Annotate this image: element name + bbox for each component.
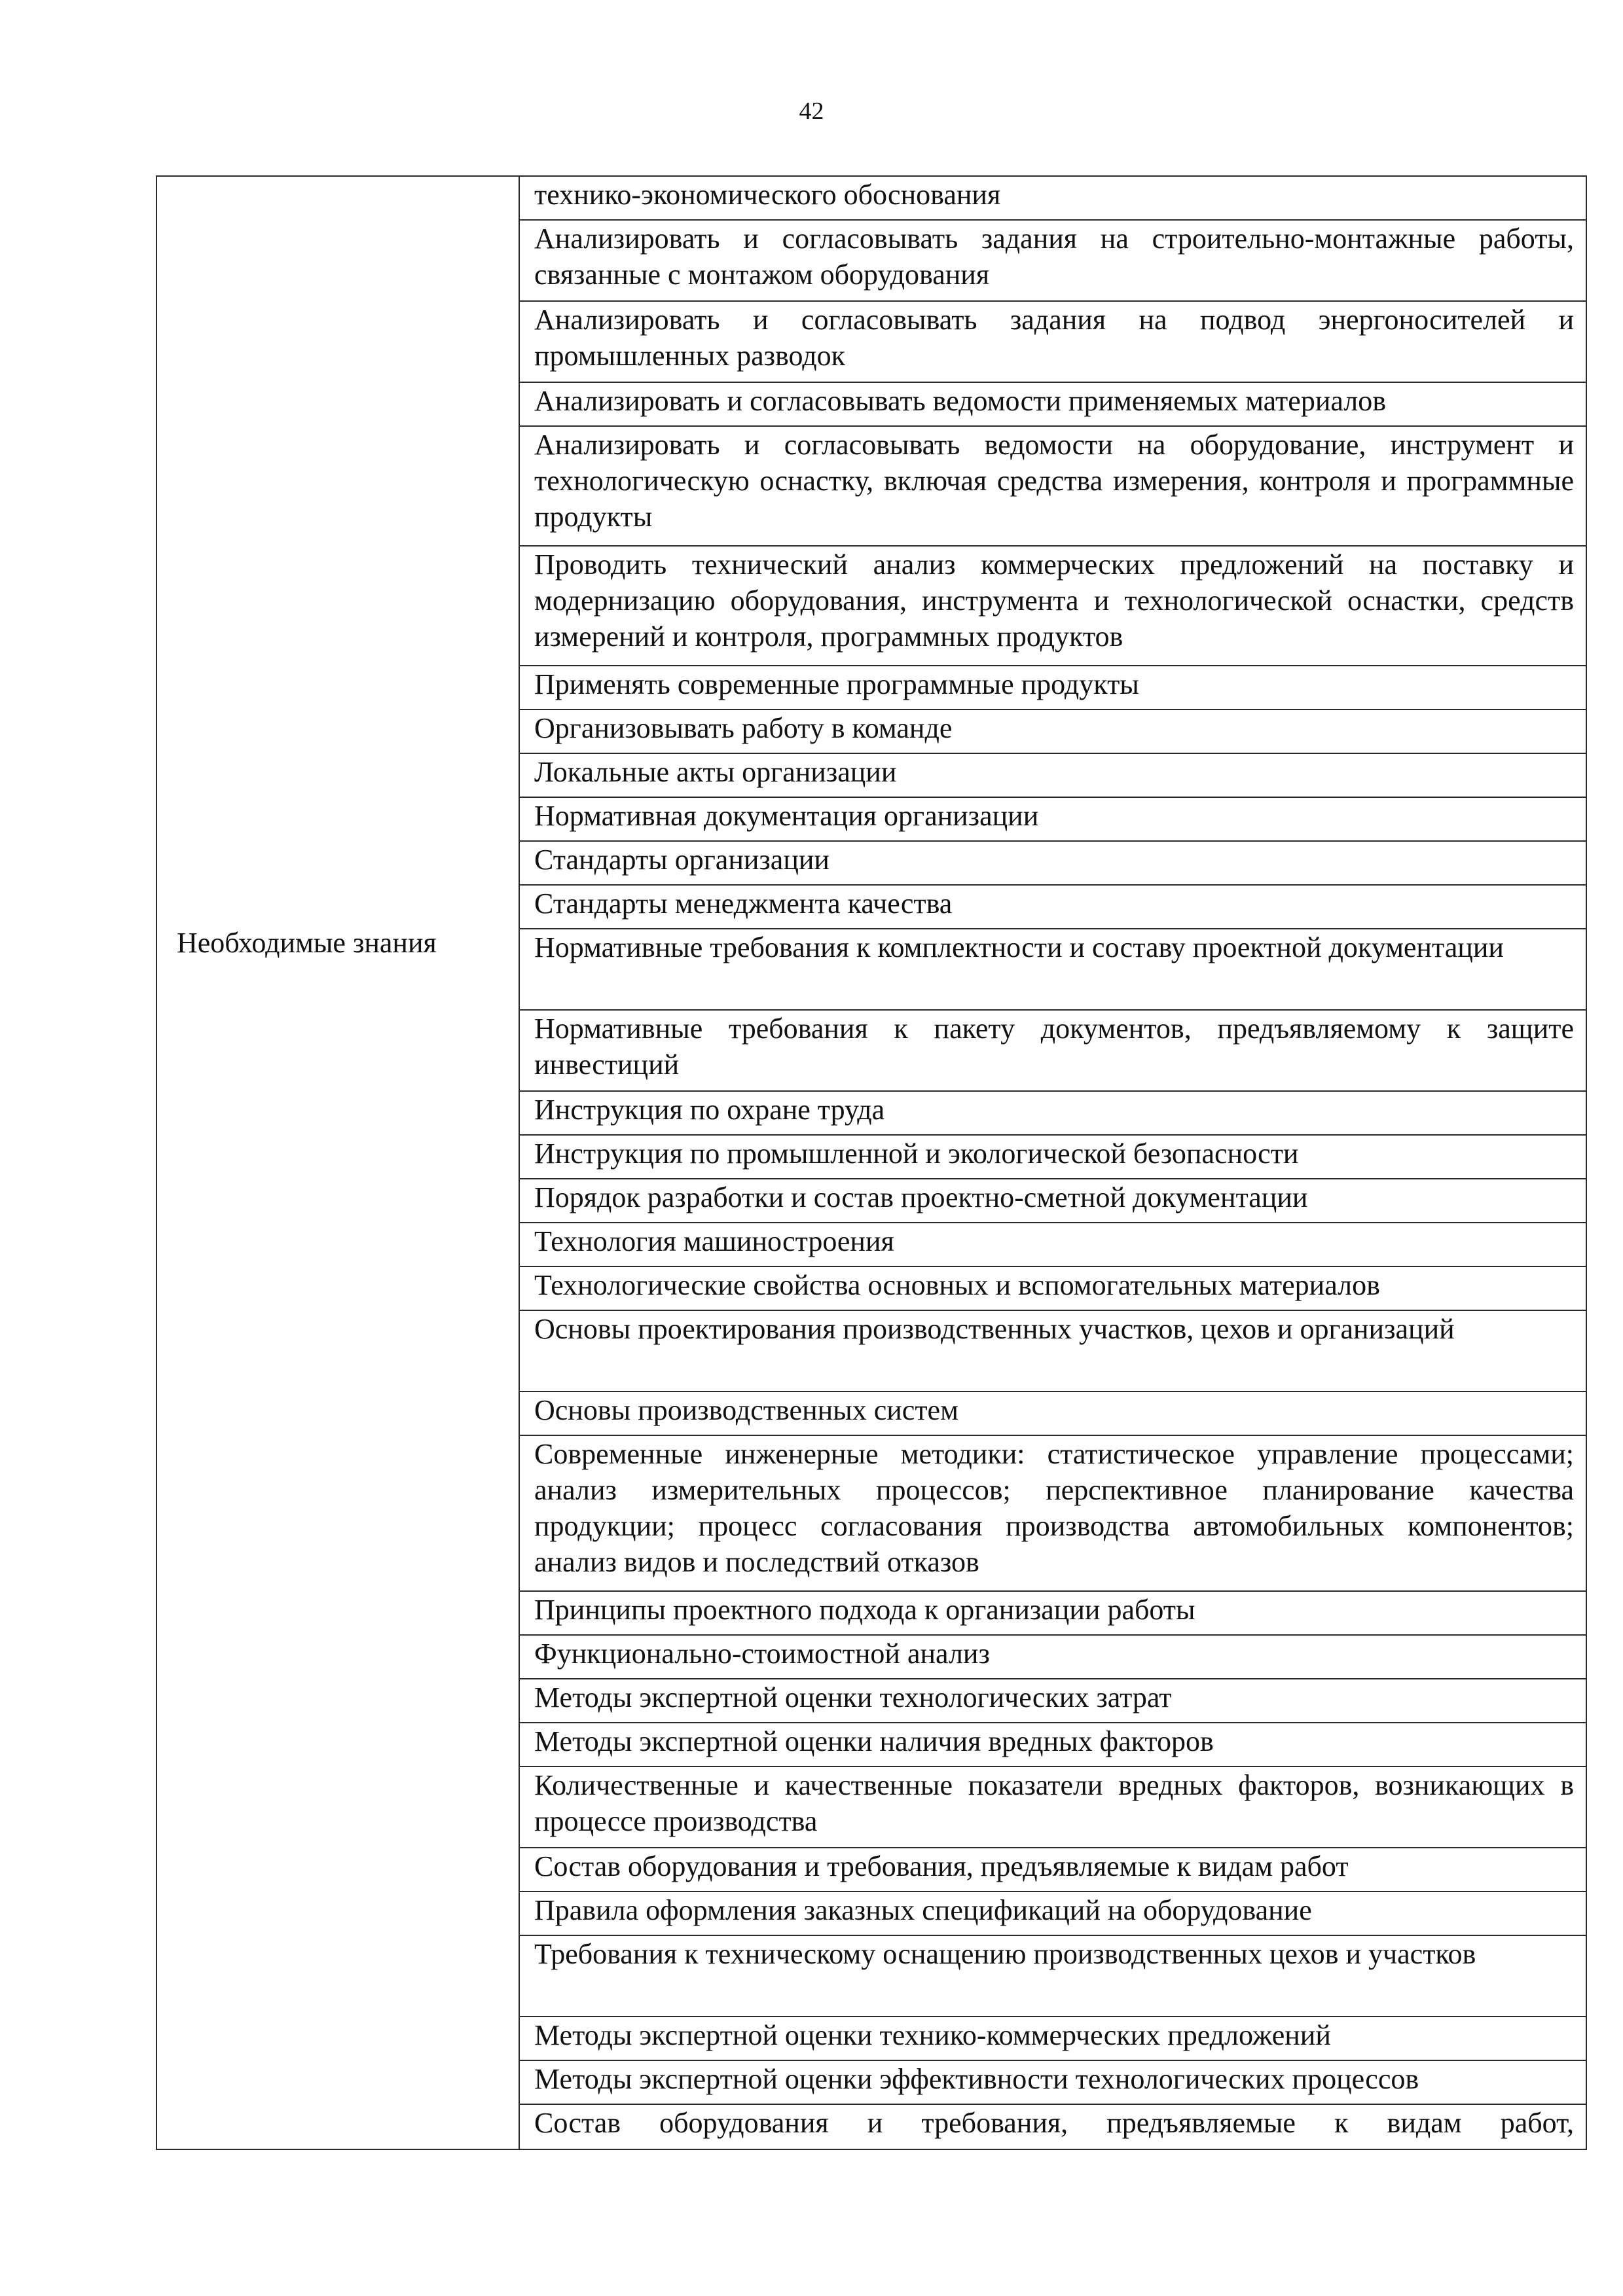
list-item: Организовывать работу в команде	[520, 710, 1586, 754]
table-row	[156, 176, 1586, 2149]
list-item: Методы экспертной оценки наличия вредных факторов	[520, 1723, 1586, 1767]
section-title-cell	[156, 176, 519, 2149]
list-item: Требования к техническому оснащению производственных цехов и участков	[520, 1936, 1586, 2017]
list-item: Нормативные требования к пакету документов, предъявляемому к защите инвестиций	[520, 1011, 1586, 1092]
list-item: Анализировать и согласовывать ведомости применяемых материалов	[520, 383, 1586, 427]
list-item: Стандарты организации	[520, 842, 1586, 886]
list-item: Количественные и качественные показатели вредных факторов, возникающих в процессе производства	[520, 1767, 1586, 1848]
list-item: Принципы проектного подхода к организации работы	[520, 1592, 1586, 1636]
list-item: Технология машиностроения	[520, 1223, 1586, 1267]
list-item: Применять современные программные продукты	[520, 666, 1586, 710]
list-item: Локальные акты организации	[520, 754, 1586, 798]
list-item: Методы экспертной оценки технико-коммерческих предложений	[520, 2017, 1586, 2061]
section-title: Необходимые знания	[177, 927, 437, 959]
list-item: Стандарты менеджмента качества	[520, 886, 1586, 929]
list-item: Состав оборудования и требования, предъявляемые к видам работ	[520, 1848, 1586, 1892]
list-item: Основы проектирования производственных участков, цехов и организаций	[520, 1311, 1586, 1392]
content-column	[519, 176, 1586, 2149]
list-item: Инструкция по охране труда	[520, 1092, 1586, 1136]
list-item: Функционально-стоимостной анализ	[520, 1636, 1586, 1679]
list-item: Методы экспертной оценки технологических затрат	[520, 1679, 1586, 1723]
list-item: Анализировать и согласовывать задания на строительно-монтажные работы, связанные с монтажом оборудования	[520, 221, 1586, 302]
list-item: Правила оформления заказных спецификаций на оборудование	[520, 1892, 1586, 1936]
page-number: 42	[799, 98, 824, 125]
list-item: Порядок разработки и состав проектно-сметной документации	[520, 1179, 1586, 1223]
list-item: Проводить технический анализ коммерческих предложений на поставку и модернизацию оборудования, инструмента и технологической оснастки, средств измерений и контроля, программных продуктов	[520, 547, 1586, 666]
list-item: Методы экспертной оценки эффективности технологических процессов	[520, 2061, 1586, 2105]
list-item: Состав оборудования и требования, предъявляемые к видам работ,	[534, 2107, 1574, 2139]
list-item: Инструкция по промышленной и экологической безопасности	[520, 1136, 1586, 1179]
list-item: Анализировать и согласовывать задания на подвод энергоносителей и промышленных разводок	[520, 302, 1586, 383]
list-item: Анализировать и согласовывать ведомости на оборудование, инструмент и технологическую оснастку, включая средства измерения, контроля и программные продукты	[520, 427, 1586, 547]
requirements-table	[156, 175, 1587, 2150]
list-item: Современные инженерные методики: статистическое управление процессами; анализ измерительных процессов; перспективное планирование качества продукции; процесс согласования производства автомобильных компонентов; анализ видов и последствий отказов	[520, 1436, 1586, 1592]
list-item: технико-экономического обоснования	[520, 177, 1586, 221]
list-item: Нормативные требования к комплектности и составу проектной документации	[520, 929, 1586, 1011]
list-item: Основы производственных систем	[520, 1392, 1586, 1436]
list-item: Технологические свойства основных и вспомогательных материалов	[520, 1267, 1586, 1311]
list-item: Нормативная документация организации	[520, 798, 1586, 842]
